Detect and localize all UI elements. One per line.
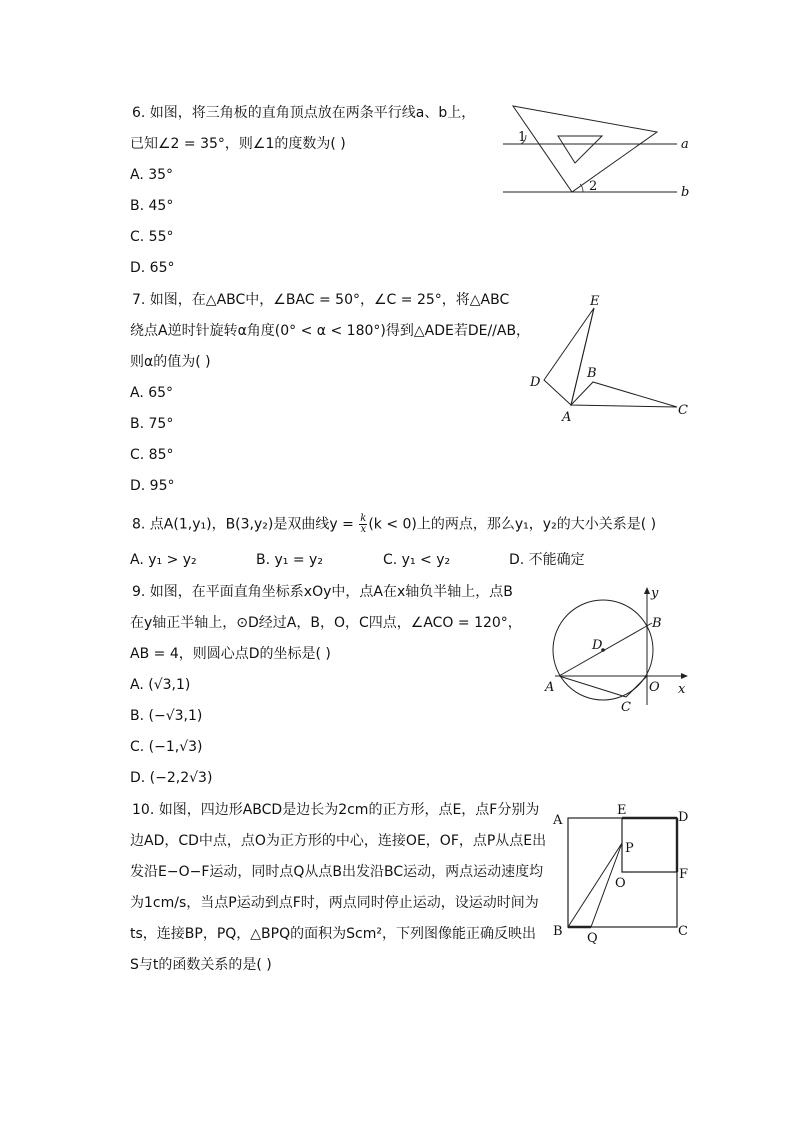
q9-stem-line3: AB = 4，则圆心点D的坐标是( ) bbox=[130, 646, 331, 662]
q10-label-f: F bbox=[679, 867, 689, 882]
q10-label-a: A bbox=[553, 813, 563, 828]
q6-set-square-inner bbox=[558, 136, 602, 163]
q8-stem bbox=[132, 514, 656, 535]
q7-stem-line3: 则α的值为( ) bbox=[130, 354, 211, 370]
q6-figure-parallel-lines-triangle bbox=[495, 98, 705, 208]
q8-fraction-denominator: x bbox=[360, 524, 367, 535]
q7-label-e: E bbox=[590, 294, 600, 309]
q9-label-b: B bbox=[652, 616, 662, 631]
q9-option-a: A. (√3,1) bbox=[130, 677, 191, 693]
q7-label-a: A bbox=[562, 410, 572, 425]
q10-label-e: E bbox=[617, 803, 627, 818]
q9-option-b: B. (−√3,1) bbox=[130, 708, 203, 724]
q8-option-d: D. 不能确定 bbox=[509, 552, 585, 568]
q10-stem-line5: ts，连接BP，PQ，△BPQ的面积为Scm²，下列图像能正确反映出 bbox=[130, 926, 536, 942]
q10-label-c: C bbox=[678, 924, 688, 939]
q8-fraction bbox=[359, 514, 367, 535]
q8-stem-part1: 8. 点A(1,y₁)，B(3,y₂)是双曲线y = bbox=[132, 516, 359, 533]
q6-label-b: b bbox=[681, 185, 690, 200]
q10-stem-line6: S与t的函数关系的是( ) bbox=[130, 957, 272, 973]
q9-label-x: x bbox=[678, 682, 686, 697]
q7-option-a: A. 65° bbox=[130, 385, 174, 401]
q10-stem-line3: 发沿E−O−F运动，同时点Q从点B出发沿BC运动，两点运动速度均 bbox=[130, 864, 544, 880]
q6-option-c: C. 55° bbox=[130, 229, 174, 245]
q7-label-d: D bbox=[530, 375, 541, 390]
q7-label-b: B bbox=[587, 366, 597, 381]
q7-label-c: C bbox=[678, 403, 688, 418]
q10-triangle-bpq bbox=[568, 843, 622, 927]
q9-x-arrow-icon bbox=[681, 673, 688, 679]
q8-option-a: A. y₁ > y₂ bbox=[130, 552, 197, 568]
q10-figure-square-motion bbox=[545, 800, 695, 950]
q7-triangle-ade bbox=[544, 308, 594, 405]
q9-figure-circle-coordinate bbox=[535, 583, 695, 718]
q9-label-y: y bbox=[651, 586, 659, 601]
q9-stem-line2: 在y轴正半轴上，⊙D经过A，B，O，C四点，∠ACO = 120°， bbox=[130, 615, 522, 631]
q9-label-c: C bbox=[621, 700, 631, 715]
q6-option-d: D. 65° bbox=[130, 260, 175, 276]
q8-option-c: C. y₁ < y₂ bbox=[383, 552, 451, 568]
q9-y-arrow-icon bbox=[644, 587, 650, 594]
q10-label-o: O bbox=[615, 876, 626, 891]
q6-label-2: 2 bbox=[589, 179, 598, 194]
q7-stem-line1: 7. 如图，在△ABC中，∠BAC = 50°，∠C = 25°，将△ABC bbox=[132, 292, 510, 308]
q8-option-b: B. y₁ = y₂ bbox=[256, 552, 323, 568]
q9-label-a: A bbox=[545, 680, 555, 695]
q10-label-d: D bbox=[678, 810, 689, 825]
q10-stem-line4: 为1cm/s，当点P运动到点F时，两点同时停止运动，设运动时间为 bbox=[130, 895, 539, 911]
q10-stem-line2: 边AD，CD中点，点O为正方形的中心，连接OE，OF，点P从点E出 bbox=[130, 833, 547, 849]
q6-stem-line1: 6. 如图，将三角板的直角顶点放在两条平行线a、b上， bbox=[132, 105, 476, 121]
q9-label-d: D bbox=[592, 638, 603, 653]
q9-stem-line1: 9. 如图，在平面直角坐标系xOy中，点A在x轴负半轴上，点B bbox=[132, 584, 513, 600]
q10-label-b: B bbox=[553, 924, 563, 939]
q8-fraction-numerator: k bbox=[360, 513, 367, 524]
q9-option-d: D. (−2,2√3) bbox=[130, 770, 213, 786]
q10-label-p: P bbox=[625, 841, 634, 856]
q10-label-q: Q bbox=[587, 931, 598, 946]
q6-set-square-outer bbox=[513, 106, 657, 192]
q6-option-a: A. 35° bbox=[130, 167, 174, 183]
q6-label-a: a bbox=[681, 137, 689, 152]
q6-stem-line2: 已知∠2 = 35°，则∠1的度数为( ) bbox=[130, 136, 346, 152]
q9-label-o: O bbox=[649, 680, 660, 695]
q7-stem-line2: 绕点A逆时针旋转α角度(0° < α < 180°)得到△ADE若DE//AB， bbox=[130, 323, 531, 339]
q7-option-c: C. 85° bbox=[130, 447, 174, 463]
q7-option-b: B. 75° bbox=[130, 416, 174, 432]
q6-label-1: 1 bbox=[518, 130, 527, 145]
q7-triangle-abc bbox=[571, 382, 677, 407]
q9-segment-co bbox=[626, 676, 647, 697]
q9-segment-ab bbox=[559, 623, 652, 676]
q8-stem-part2: (k < 0)上的两点，那么y₁，y₂的大小关系是( ) bbox=[368, 516, 657, 533]
q7-option-d: D. 95° bbox=[130, 478, 175, 494]
q6-option-b: B. 45° bbox=[130, 198, 174, 214]
q7-segment-ae bbox=[571, 308, 594, 405]
q10-stem-line1: 10. 如图，四边形ABCD是边长为2cm的正方形，点E，点F分别为 bbox=[132, 802, 540, 818]
q9-option-c: C. (−1,√3) bbox=[130, 739, 203, 755]
q7-figure-rotated-triangles bbox=[524, 290, 699, 425]
